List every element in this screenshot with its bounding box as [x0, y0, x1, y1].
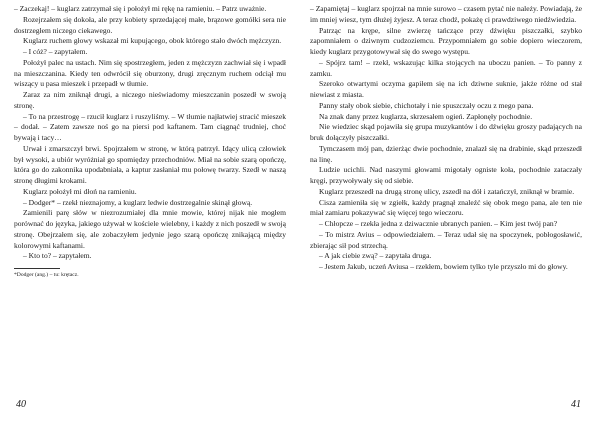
paragraph: Urwał i zmarszczył brwi. Spojrzałem w stronę, w którą patrzył. Idący ulicą człowiek był wysoki, a ubiór wyróżniał go spomiędzy przechodniów. Miał na sobie szarą opończę, która go do zakonnika upodabniała, a kaptur zasłaniał mu połowę twarzy. Szedł w naszą stronę długimi krokami. [14, 143, 286, 185]
page-number-left: 40 [16, 399, 26, 410]
paragraph: – Zaczekaj! – kuglarz zatrzymał się i położył mi rękę na ramieniu. – Patrz uważnie. [14, 4, 267, 13]
paragraph: Zamienili parę słów w niezrozumiałej dla mnie mowie, której nijak nie mogłem porównać do języka, jakiego używał w kościele wielebny, i każdy z nich poszedł w swoją stronę. Obejrzałem się, ale zobaczyłem jedynie jego szarą opończę znikającą między kolorowymi kaftanami. [14, 208, 286, 250]
paragraph: Na znak dany przez kuglarza, skrzesałem ogień. Zapłonęły pochodnie. [319, 111, 533, 121]
paragraph: – Spójrz tam! – rzekł, wskazując kilka stojących na uboczu panien. – To panny z zamku. [310, 57, 582, 78]
right-page [310, 4, 582, 273]
paragraph: – Dodger* – rzekł nieznajomy, a kuglarz ledwie dostrzegalnie skinął głową. [23, 197, 253, 207]
paragraph: – Jestem Jakub, uczeń Aviusa – rzekłem, bowiem tylko tyle przyszło mi do głowy. [319, 262, 568, 271]
paragraph: – Chłopcze – rzekła jedna z dziwacznie ubranych panien. – Kim jest twój pan? [319, 219, 558, 228]
paragraph: Kuglarz ruchem głowy wskazał mi kupującego, obok którego stało dwóch mężczyzn. [23, 36, 282, 46]
page-number-right: 41 [571, 399, 581, 410]
paragraph: Zaraz za nim zniknął drugi, a niczego nieświadomy mieszczanin poszedł w swoją stronę. [14, 90, 286, 110]
paragraph: Nie wiedziec skąd pojawiła się grupa muzykantów i do dźwięku groszy padających na bruk dołączyły piszczałki. [310, 122, 582, 142]
paragraph: Rozejrzałem się dokoła, ale przy kobiety sprzedającej małe, brązowe gomółki sera nie dostrzegłem niczego ciekawego. [14, 14, 286, 35]
paragraph: Panny stały obok siebie, chichotały i nie spuszczały oczu z mego pana. [319, 100, 534, 110]
paragraph: – To mistrz Avius – odpowiedziałem. – Teraz udał się na spoczynek, pobłogosławić, zbierając sił pod strzechą. [310, 229, 582, 250]
paragraph: – I cóż? – zapytałem. [23, 47, 88, 56]
paragraph: Patrząc na krępe, silne zwierzę tańczące przy dźwięku piszczałki, szybko zapomniałem o dziwnym cudzoziemcu. Przypomniałem go sobie dopiero wieczorem, kiedy kuglarz przygotowywał się do swego występu. [310, 25, 582, 56]
left-page [14, 4, 286, 279]
paragraph: Szeroko otwartymi oczyma gapiłem się na ich dziwne suknie, jakże różne od stał niewiast z miasta. [310, 79, 582, 99]
footnote-rule [14, 268, 60, 269]
paragraph: – A jak ciebie zwą? – zapytała druga. [319, 251, 432, 261]
footnote: *Dodger (ang.) – tu: krętacz. [14, 272, 79, 278]
paragraph: Kuglarz położył mi dłoń na ramieniu. [23, 186, 137, 196]
paragraph: Tymczasem mój pan, dzierżąc dwie pochodnie, znalazł się na drabinie, skąd przeszedł na linę. [310, 143, 582, 164]
paragraph: Cisza zamieniła się w zgiełk, każdy pragnął znaleźć się obok mego pana, ale ten nie miał zamiaru pokazywać się więcej tego wieczoru. [310, 197, 582, 218]
paragraph: – Kto to? – zapytałem. [23, 251, 92, 261]
paragraph: – Zapamiętaj – kuglarz spojrzał na mnie surowo – czasem pytać nie należy. Powiadają, że im mniej wiesz, tym dłużej żyjesz. A teraz chodź, pokażę ci prawdziwego niedźwiedzia. [310, 4, 582, 24]
paragraph: Ludzie ucichli. Nad naszymi głowami migotały ogniste koła, pochodnie zataczały kręgi, przywoływały się od siebie. [310, 165, 582, 185]
paragraph: Położył palec na ustach. Nim się spostrzegłem, jeden z mężczyzn zachwiał się i wpadł na mieszczanina. Kiedy ten odwrócił się oburzony, drugi zręcznym ruchem odciął mu wiszący u pasa mieszek i przepadł w tłumie. [14, 57, 286, 89]
paragraph: – To na przestrogę – rzucił kuglarz i ruszyliśmy. – W tłumie najłatwiej stracić mieszek – dodał. – Zatem zawsze noś go na piersi pod kaftanem. Tam ciągnąć trudniej, choć bywają i tacy… [14, 111, 286, 142]
paragraph: Kuglarz przeszedł na drugą stronę ulicy, zszedł na dół i zatańczył, zniknął w bramie. [319, 186, 575, 196]
